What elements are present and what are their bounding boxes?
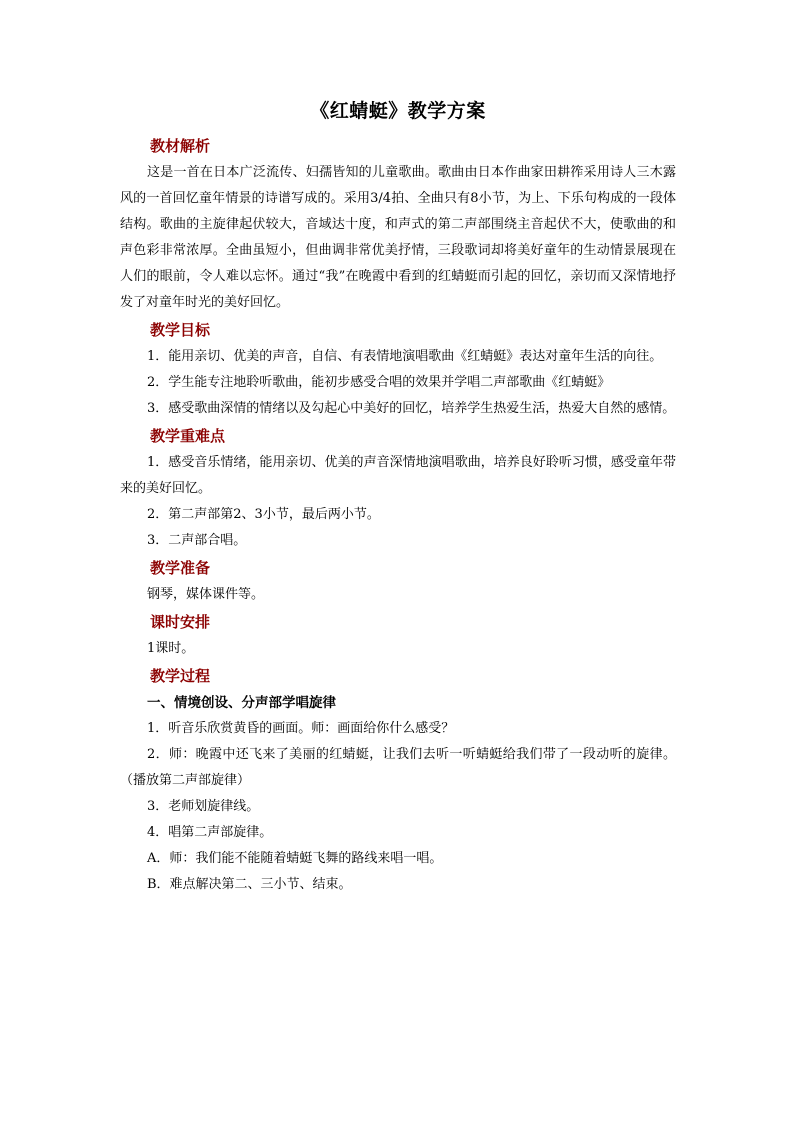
section-heading-schedule: 课时安排 (150, 613, 211, 631)
paragraph: 2．师：晚霞中还飞来了美丽的红蜻蜓，让我们去听一听蜻蜓给我们带了一段动听的旋律。（播放第二声部旋律） (120, 747, 676, 788)
paragraph: A．师：我们能不能随着蜻蜓飞舞的路线来唱一唱。 (147, 851, 443, 866)
paragraph: 1．能用亲切、优美的声音，自信、有表情地演唱歌曲《红蜻蜓》表达对童年生活的向往。 (147, 349, 663, 364)
paragraph: 4．唱第二声部旋律。 (147, 825, 273, 840)
sub-heading-process-step-1: 一、情境创设、分声部学唱旋律 (147, 695, 336, 711)
section-process (120, 662, 676, 898)
paragraph: 3．感受歌曲深情的情绪以及勾起心中美好的回忆，培养学生热爱生活，热爱大自然的感情。 (147, 401, 676, 416)
paragraph: 1．听音乐欣赏黄昏的画面。师：画面给你什么感受？ (147, 721, 455, 736)
section-schedule (120, 608, 676, 662)
section-goals (120, 316, 676, 422)
section-heading-analysis: 教材解析 (150, 137, 211, 155)
document-title: 《红蜻蜓》教学方案 (310, 100, 486, 122)
paragraph: B．难点解决第二、三小节、结束。 (147, 877, 352, 892)
section-heading-key-points: 教学重难点 (150, 427, 226, 445)
paragraph: 1课时。 (147, 641, 195, 656)
paragraph: 这是一首在日本广泛流传、妇孺皆知的儿童歌曲。歌曲由日本作曲家田耕筰采用诗人三木露风的一首回忆童年情景的诗谱写成的。采用3/4拍、全曲只有8小节，为上、下乐句构成的一段体结构。歌曲的主旋律起伏较大，音域达十度，和声式的第二声部围绕主音起伏不大，使歌曲的和声色彩非常浓厚。全曲虽短小，但曲调非常优美抒情，三段歌词却将美好童年的生动情景展现在人们的眼前，令人难以忘怀。通过“我”在晚霞中看到的红蜻蜓而引起的回忆，亲切而又深情地抒发了对童年时光的美好回忆。 (120, 165, 676, 310)
paragraph: 1．感受音乐情绪，能用亲切、优美的声音深情地演唱歌曲，培养良好聆听习惯，感受童年带来的美好回忆。 (120, 455, 676, 496)
section-heading-preparation: 教学准备 (150, 559, 211, 577)
section-key-points (120, 422, 676, 554)
paragraph: 3．二声部合唱。 (147, 533, 247, 548)
section-heading-process: 教学过程 (150, 667, 211, 685)
paragraph: 2．学生能专注地聆听歌曲，能初步感受合唱的效果并学唱二声部歌曲《红蜻蜓》 (147, 375, 611, 390)
document-page (120, 96, 676, 898)
paragraph: 3．老师划旋律线。 (147, 799, 260, 814)
section-heading-goals: 教学目标 (150, 321, 211, 339)
section-preparation (120, 554, 676, 608)
section-analysis (120, 132, 676, 316)
paragraph: 2．第二声部第2、3小节，最后两小节。 (147, 507, 380, 522)
paragraph: 钢琴，媒体课件等。 (147, 587, 265, 602)
